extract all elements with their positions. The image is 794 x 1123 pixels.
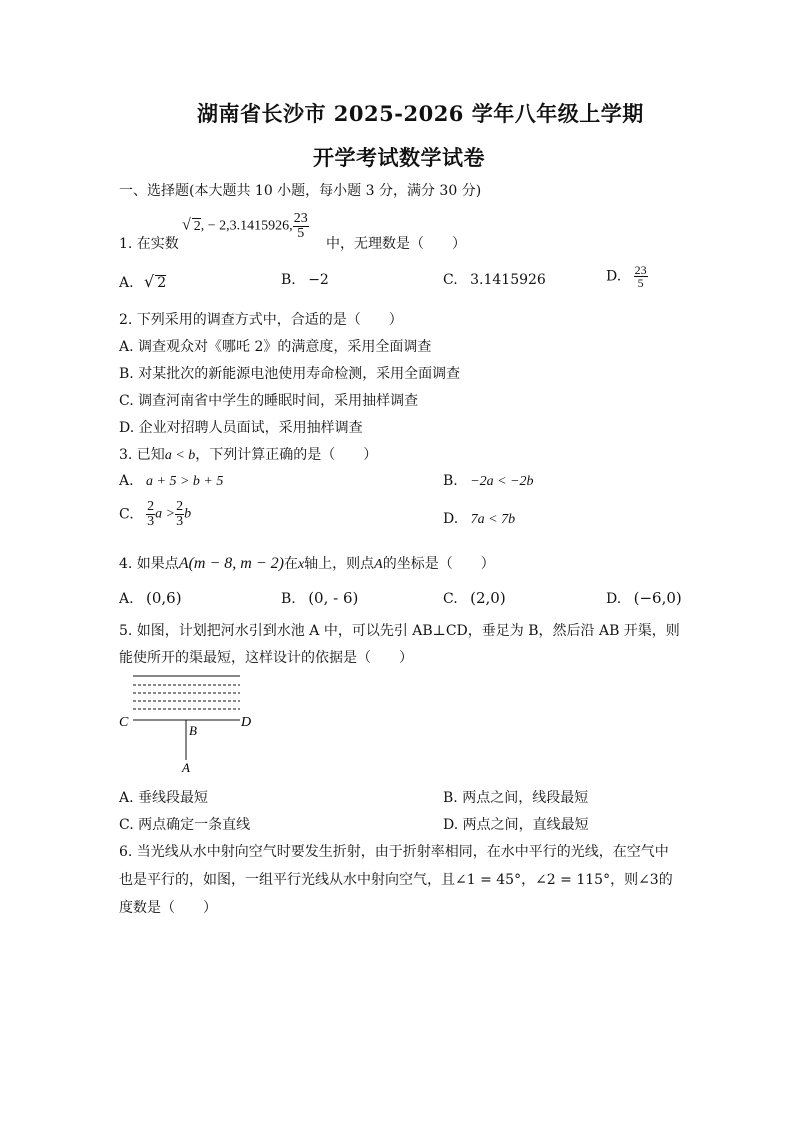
- q1-frac-den: 5: [293, 226, 309, 241]
- q3-option-a: [119, 473, 223, 490]
- q1-fraction: [293, 212, 309, 241]
- q2-option-b: B. 对某批次的新能源电池使用寿命检测，采用全面调查: [119, 366, 461, 382]
- q5-option-c: C. 两点确定一条直线: [119, 817, 251, 833]
- q6-stem-line-1: 6. 当光线从水中射向空气时要发生折射，由于折射率相同，在水中平行的光线，在空气中: [119, 844, 669, 860]
- q3-stem-prefix: 3. 已知: [119, 447, 165, 463]
- q5-river-figure: [115, 668, 265, 778]
- title-line-2: 开学考试数学试卷: [313, 145, 485, 170]
- q5-option-a: A. 垂线段最短: [119, 790, 209, 806]
- q3-option-b-value: −2a < −2b: [470, 474, 534, 489]
- q4-stem-mid: 在: [283, 556, 298, 572]
- section-heading: 一、选择题(本大题共 10 小题，每小题 3 分，满分 30 分): [119, 183, 482, 199]
- q3-c-den-1: 3: [147, 514, 155, 529]
- q1-option-d-fraction: [634, 264, 648, 289]
- q4-stem-prefix: 4. 如果点: [119, 556, 179, 572]
- q1-option-d-den: 5: [634, 276, 648, 289]
- q1-option-b-value: −2: [308, 272, 329, 288]
- q4-option-a-label: A.: [119, 591, 134, 607]
- q3-option-b: [443, 473, 534, 490]
- q3-stem-suffix: ，下列计算正确的是（ ）: [195, 447, 378, 463]
- q3-option-c-frac-1: [146, 500, 155, 529]
- q4-option-d-value: (−6,0): [633, 589, 682, 607]
- q3-c-num-2: 2: [176, 499, 184, 514]
- q4-stem: [119, 553, 495, 573]
- label-c: C: [119, 715, 129, 730]
- q2-stem: 2. 下列采用的调查方式中，合适的是（ ）: [119, 312, 403, 328]
- q3-option-c-mid: a >: [155, 506, 176, 522]
- q1-option-c-value: 3.1415926: [470, 272, 546, 288]
- q5-stem-line-1: 5. 如图，计划把河水引到水池 A 中，可以先引 AB⊥CD，垂足为 B，然后沿 AB 开渠，则: [119, 623, 680, 639]
- q1-option-a-value: 2: [157, 275, 167, 291]
- q4-stem-a: A: [374, 557, 383, 572]
- q1-option-b-label: B.: [281, 272, 296, 288]
- q4-option-a-value: (0,6): [146, 589, 182, 607]
- q3-option-d-value: 7a < 7b: [470, 512, 516, 527]
- label-a: A: [182, 760, 190, 775]
- q4-stem-suffix: 轴上，则点: [304, 556, 375, 572]
- q6-stem-line-2: 也是平行的，如图，一组平行光线从水中射向空气，且∠1 = 45°，∠2 = 115°，则∠3的: [119, 872, 673, 888]
- q1-set-rest: , − 2,3.1415926,: [200, 218, 293, 234]
- q1-option-a-label: A.: [119, 275, 134, 291]
- q4-stem-math: A(m − 8, m − 2): [178, 555, 284, 572]
- q3-option-d-label: D.: [443, 511, 459, 527]
- q3-option-c-frac-2: [175, 500, 184, 529]
- q1-option-a: A. √ 2: [119, 272, 167, 291]
- q1-sqrt-arg: 2: [193, 218, 201, 234]
- q5-option-d: D. 两点之间，直线最短: [443, 817, 589, 833]
- label-b: B: [189, 723, 197, 738]
- q1-prefix: 1. 在实数: [119, 236, 179, 252]
- q3-option-b-label: B.: [443, 473, 458, 489]
- q4-stem-end: 的坐标是（ ）: [382, 556, 495, 572]
- q5-option-b: B. 两点之间，线段最短: [443, 790, 589, 806]
- q4-option-d: [606, 589, 682, 607]
- q3-option-a-value: a + 5 > b + 5: [146, 474, 224, 489]
- q1-option-c: [443, 272, 546, 288]
- q2-option-c: C. 调查河南省中学生的睡眠时间，采用抽样调查: [119, 393, 419, 409]
- q3-stem: [119, 444, 377, 464]
- q1-option-d: [606, 264, 648, 289]
- q1-option-d-num: 23: [634, 263, 647, 277]
- q4-option-c: [443, 589, 506, 607]
- q4-option-a: [119, 589, 182, 607]
- q2-option-d: D. 企业对招聘人员面试，采用抽样调查: [119, 420, 363, 436]
- q4-option-c-value: (2,0): [470, 589, 506, 607]
- q4-option-d-label: D.: [606, 591, 622, 607]
- q3-c-num-1: 2: [147, 499, 155, 514]
- q1-number-set: √ 2, − 2,3.1415926, $\frac{23}{5}$: [182, 211, 308, 241]
- q3-option-a-label: A.: [119, 473, 134, 489]
- q1-frac-num: 23: [293, 211, 308, 226]
- q3-option-c: [119, 500, 191, 529]
- q1-suffix: 中，无理数是（ ）: [326, 236, 466, 252]
- q3-stem-math: a < b: [164, 448, 196, 463]
- water-dashes: [133, 685, 240, 709]
- q4-stem-x: x: [297, 557, 305, 572]
- title-line-1: 湖南省长沙市 2025-2026 学年八年级上学期: [197, 101, 644, 126]
- q2-option-a: A. 调查观众对《哪吒 2》的满意度，采用全面调查: [119, 339, 432, 355]
- q1-option-b: [281, 272, 329, 288]
- q1-option-d-label: D.: [606, 268, 622, 285]
- q3-option-d: [443, 511, 515, 528]
- q4-option-b-value: (0, - 6): [308, 589, 359, 607]
- q4-option-c-label: C.: [443, 591, 458, 607]
- label-d: D: [241, 715, 252, 730]
- q3-c-den-2: 3: [176, 514, 184, 529]
- q6-stem-line-3: 度数是（ ）: [119, 900, 217, 916]
- q4-option-b: [281, 589, 358, 607]
- q1-option-c-label: C.: [443, 272, 458, 288]
- q3-option-c-b: b: [184, 506, 192, 522]
- q3-option-c-label: C.: [119, 506, 134, 523]
- q4-option-b-label: B.: [281, 591, 296, 607]
- q5-stem-line-2: 能使所开的渠最短，这样设计的依据是（ ）: [119, 650, 413, 666]
